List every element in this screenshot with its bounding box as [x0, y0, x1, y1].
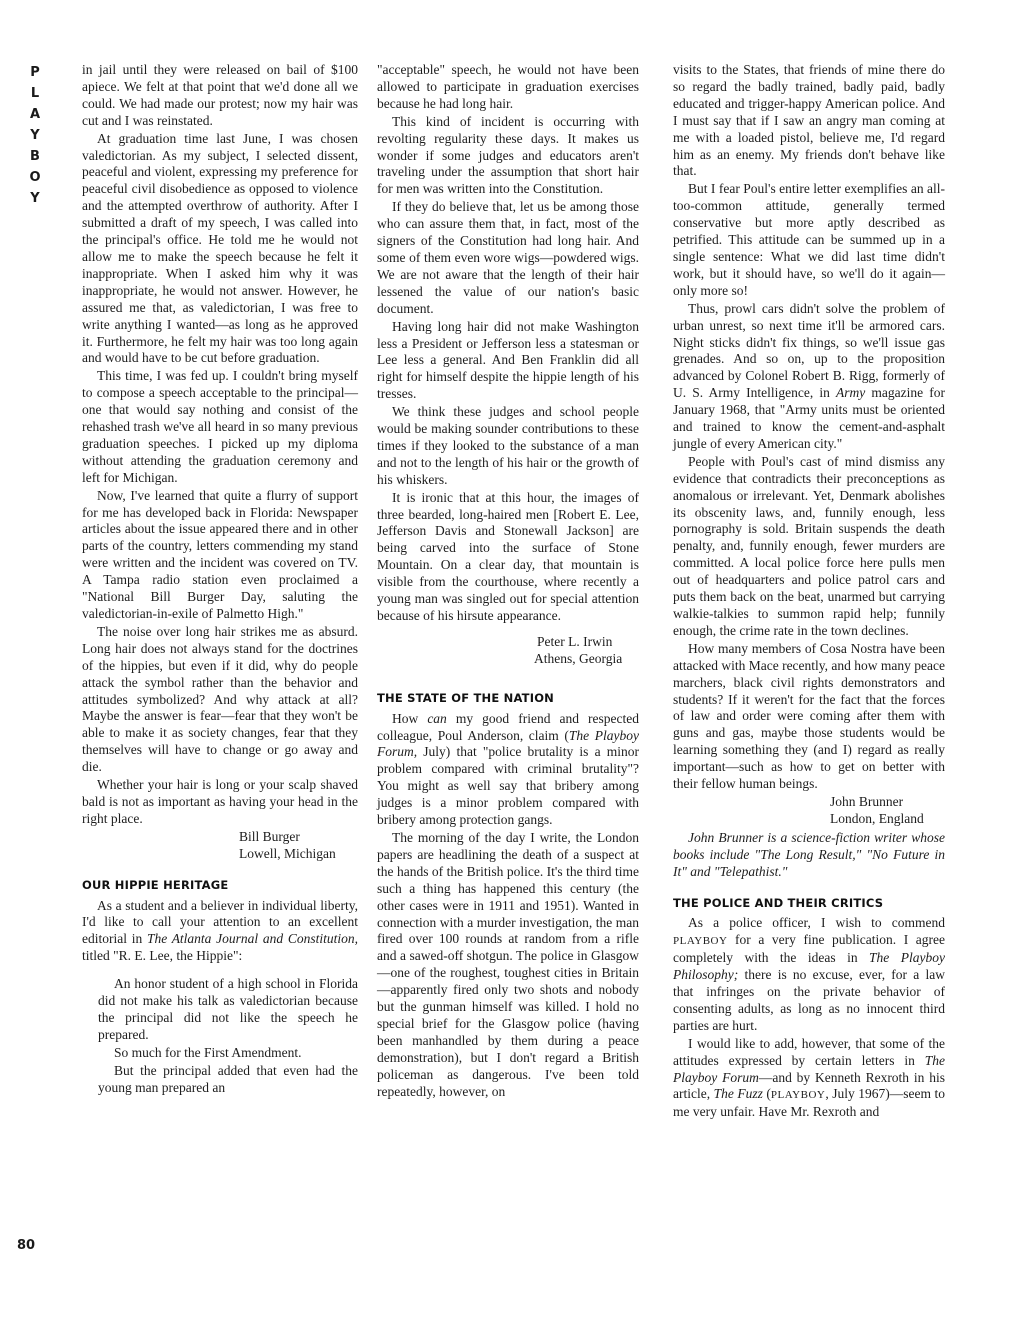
brand-letter: P	[30, 65, 40, 80]
brand-letter: O	[29, 170, 41, 185]
emphasis: can	[427, 710, 447, 726]
brand-letter: Y	[30, 191, 40, 206]
letter-signature	[377, 634, 639, 668]
paragraph	[673, 915, 945, 1034]
publication-title: The Playboy Forum	[673, 1052, 945, 1085]
signature-place: Athens, Georgia	[534, 650, 623, 666]
publication-title: The Atlanta Journal and Constitution,	[146, 931, 359, 947]
quoted-paragraph: We think these judges and school people would be making sounder contributions to these times if they looked to the substance of a man and not to the length of his hair or the growth of his whiskers.	[377, 404, 639, 487]
quoted-paragraph: But the principal added that even had the young man prepared an	[98, 1062, 358, 1095]
column-1	[82, 62, 358, 1097]
paragraph: At graduation time last June, I was chosen valedictorian. As my subject, I selected dissent, peaceful and violent, expressing my preference for peaceful civil disobedience as opposed to violence and the attempted overthrow of authority. After I submitted a draft of my speech, I was called into the principal's office. He told me he would not allow me to make the speech because he felt it inappropriate. When I asked him why it was inappropriate, he would not answer. However, he assured me that, as valedictorian, I was free to write anything I wanted—as long as he approved it. Furthermore, he felt my hair was too long again and would have to be cut before graduation.	[82, 130, 358, 366]
section-heading: THE STATE OF THE NATION	[377, 690, 554, 705]
column-3	[673, 62, 945, 1122]
paragraph: People with Poul's cast of mind dismiss any evidence that contradicts their preconceptions as anomalous or irrelevant. Yet, Denmark abolishes its obscenity laws, and, funnily enough, less pornography is sold. Britain suspends the death penalty, and, funnily enough, fewer murders are committed. A local police force here pulls men out of headquarters and police patrol cars and puts them back on the beat, unarmed but carrying walkie-talkies to summon rapid help; funnily enough, the crime rate in the town declines.	[673, 453, 945, 638]
brand-letter: Y	[30, 128, 40, 143]
brand-letter: B	[30, 149, 40, 164]
text-run: —and by Kenneth Rexroth in his article,	[673, 1069, 945, 1102]
text-run: my good friend and respected colleague, Poul Anderson, claim (	[377, 710, 640, 743]
author-bio: John Brunner is a science-fiction writer whose books include "The Long Result," "No Future in It" and "Telepathist."	[673, 829, 945, 879]
signature-name: Peter L. Irwin	[537, 633, 613, 649]
brand-letter: L	[30, 86, 40, 101]
publication-title: The Playboy Philosophy;	[673, 950, 945, 983]
paragraph: visits to the States, that friends of mine there do so regard the badly trained, badly paid, badly educated and trigger-happy American police. And I must say that if I saw an angry man coming at me with a loaded pistol, believe me, I'd regard him as an enemy. My friends don't behave like that.	[673, 62, 945, 179]
quoted-paragraph: This kind of incident is occurring with revolting regularity these days. It makes us wonder if some judges and educators aren't traveling under the assumption that short hair for men was written into the Constitution.	[377, 113, 639, 197]
paragraph	[673, 1036, 945, 1122]
column-2	[377, 62, 639, 1101]
text-run: , July 1967)—seem to me very unfair. Have Mr. Rexroth and	[673, 1086, 945, 1120]
paragraph: But I fear Poul's entire letter exemplifies an all-too-common attitude, generally termed conservative but more aptly described as petrified. This attitude can be summed up in a single sentence: What we did last time didn't work, but it should have, so we'll do it again—only more so!	[673, 181, 945, 298]
paragraph: Whether your hair is long or your scalp shaved bald is not as important as having your head in the right place.	[82, 777, 358, 826]
text-run: titled "R. E. Lee, the Hippie":	[82, 948, 243, 964]
quoted-paragraph: It is ironic that at this hour, the images of three bearded, long-haired men [Robert E. Lee, Jefferson Davis and Stonewall Jackson] are being carved into the surface of Stone Mountain. On a clear day, that mountain is visible from the courthouse, where recently a young man was singled out for special attention because of his hirsute appearance.	[377, 489, 639, 623]
signature-name: Bill Burger	[239, 828, 300, 844]
signature-place: Lowell, Michigan	[239, 845, 336, 861]
signature-place: London, England	[830, 810, 924, 826]
letter-signature	[82, 829, 358, 863]
quoted-paragraph: So much for the First Amendment.	[114, 1044, 302, 1060]
paragraph: This time, I was fed up. I couldn't bring myself to compose a speech acceptable to the principal—one that would say nothing and consist of the rehashed trash we've all heard in so many previous graduation speeches. I picked up my diploma without attending the graduation ceremony and left for Michigan.	[82, 368, 358, 485]
section-heading: OUR HIPPIE HERITAGE	[82, 877, 229, 892]
brand-name: PLAYBOY	[673, 935, 728, 948]
section-heading: THE POLICE AND THEIR CRITICS	[673, 895, 884, 910]
brand-letter: A	[29, 107, 41, 122]
brand-name: PLAYBOY	[770, 1089, 826, 1102]
quoted-paragraph: "acceptable" speech, he would not have been allowed to participate in graduation exercises because he had long hair.	[377, 62, 639, 111]
article-title: The Fuzz	[713, 1086, 763, 1102]
text-run: magazine for January 1968, that "Army units must be oriented and trained to know the cement-and-asphalt jungle of every American city."	[673, 385, 945, 451]
text-run: As a police officer, I wish to commend	[688, 915, 945, 931]
text-run: (	[762, 1086, 771, 1102]
letter-signature	[673, 794, 945, 828]
publication-title: The Playboy Forum,	[377, 727, 639, 760]
text-run: there is no excuse, ever, for a law that infringes on the private behavior of consenting adults, as long as no innocent third parties are hurt.	[673, 967, 945, 1033]
text-run: Thus, prowl cars didn't solve the problem of urban unrest, so next time it'll be armored cars. Night sticks didn't fix things, so we'll issue gas grenades. And so on, up to the proposition advanced by Colonel Robert B. Rigg, formerly of U. S. Army Intelligence, in	[673, 300, 945, 401]
text-run: I would like to add, however, that some of the attitudes expressed by certain letters in	[673, 1035, 945, 1068]
text-run: for a very fine publication. I agree completely with the ideas in	[673, 932, 945, 966]
paragraph: The morning of the day I write, the London papers are headlining the death of a suspect at the hands of the British police. It's the third time such a thing has happened this century (the other cases were in 1911 and 1951). Wanted in connection with a murder investigation, the man fired over 100 rounds at random from a rifle and a sawed-off shotgun. The police in Glasgow—one of the roughest, toughest cities in Britain—apparently fired only two shots and nobody but the gunman himself was killed. I hold no special brief for the Glasgow police (having been manhandled by them during a peace demonstration), but I don't regard a British policeman as dangerous. I've been told repeatedly, however, on	[377, 829, 639, 1099]
text-run: As a student and a believer in individual liberty, I'd like to call your attention to an excellent editorial in	[82, 897, 358, 947]
quoted-paragraph: If they do believe that, let us be among those who can assure them that, in fact, most of the signers of the Constitution had long hair. And some of them even wore wigs—powdered wigs. We are not aware that the length of their hair lessened the value of our nation's basic document.	[377, 199, 639, 316]
quoted-paragraph: An honor student of a high school in Florida did not make his talk as valedictorian because the principal did not like the speech he prepared.	[98, 976, 358, 1042]
page-number: 80	[17, 1238, 36, 1253]
paragraph	[673, 301, 945, 453]
paragraph: The noise over long hair strikes me as absurd. Long hair does not always stand for the doctrines of the hippies, but even if it did, why do people attack the symbol rather than the behavior and attitudes symbolized? And why attack at all? Maybe the answer is fear—fear that they won't be able to make it as society changes, fear that they themselves will have to change or go away and die.	[82, 623, 358, 775]
publication-title: Army	[836, 385, 866, 401]
signature-name: John Brunner	[830, 793, 904, 809]
paragraph	[82, 898, 358, 966]
vertical-brand-wordmark	[27, 62, 43, 209]
text-run: July) that "police brutality is a minor problem compared with criminal brutality"? You might as well say that bribery among judges is a minor problem compared with bribery among protection gangs.	[377, 744, 639, 828]
text-run: How	[392, 710, 428, 726]
paragraph	[377, 711, 639, 829]
paragraph: in jail until they were released on bail of $100 apiece. We felt at that point that we'd done all we could. We had made our protest; now my hair was cut and I was reinstated.	[82, 62, 358, 128]
quoted-paragraph: Having long hair did not make Washington less a President or Jefferson less a statesman or Lee less a general. And Ben Franklin did all right for himself despite the hippie length of his tresses.	[377, 318, 639, 402]
paragraph: Now, I've learned that quite a flurry of support for me has developed back in Florida: Newspaper articles about the issue appeared there and in other parts of the country, letters commending my stand were written and the incident was covered on TV. A Tampa radio station even proclaimed a "National Bill Burger Day, saluting the valedictorian-in-exile of Palmetto High."	[82, 487, 358, 621]
paragraph: How many members of Cosa Nostra have been attacked with Mace recently, and how many peace marchers, black civil rights demonstrators and students? If it weren't for the fact that the forces of law and order were coming after them with guns and gas, maybe those students would be learning something they (and I) regard as really important—such as how to get on better with their fellow human beings.	[673, 640, 945, 792]
